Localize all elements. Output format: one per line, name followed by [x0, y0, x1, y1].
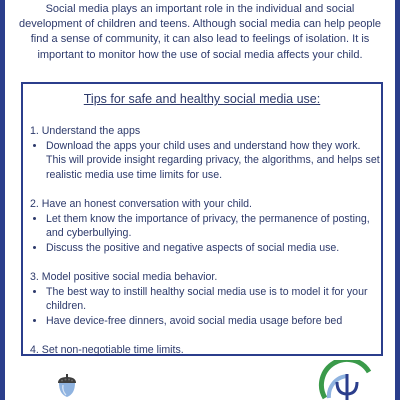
tip-bullet: • Have device-free dinners, avoid social media usage before bed [46, 314, 380, 329]
tip-4 [30, 343, 380, 358]
tips-box [21, 82, 383, 356]
intro-paragraph: Social media plays an important role in the individual and social development of children and teens. Although social media can help people find a sense of community, it can also lead to feelings of isolation. It is important to monitor how the use of social media affects your child. [18, 3, 382, 61]
tip-2 [30, 197, 380, 255]
footer [5, 360, 395, 400]
tip-bullet: • The best way to instill healthy social media use is to model it for your children. [46, 285, 380, 314]
tip-bullet: • Discuss the positive and negative aspects of social media use. [46, 241, 380, 256]
tips-list [30, 124, 380, 372]
tip-heading: 3. Model positive social media behavior. [30, 270, 218, 283]
tip-heading: 1. Understand the apps [30, 125, 141, 137]
tip-bullet: • Download the apps your child uses and understand how they work. This will provide insight regarding privacy, the algorithms, and helps set realistic media use time limits for use. [46, 139, 380, 183]
tip-heading: 4. Set non-negotiable time limits. [30, 343, 184, 356]
tip-3 [30, 270, 380, 328]
tip-bullets [30, 212, 380, 256]
psi-logo-icon [317, 360, 377, 400]
tip-bullets [30, 139, 380, 183]
tip-1 [30, 124, 380, 182]
tips-title: Tips for safe and healthy social media use: [83, 92, 321, 106]
tip-heading: 2. Have an honest conversation with your child. [30, 197, 253, 210]
page-body [5, 0, 395, 400]
acorn-icon [57, 374, 77, 398]
tip-bullets [30, 285, 380, 329]
tip-bullet: • Let them know the importance of privacy, the permanence of posting, and cyberbullying. [46, 212, 380, 241]
